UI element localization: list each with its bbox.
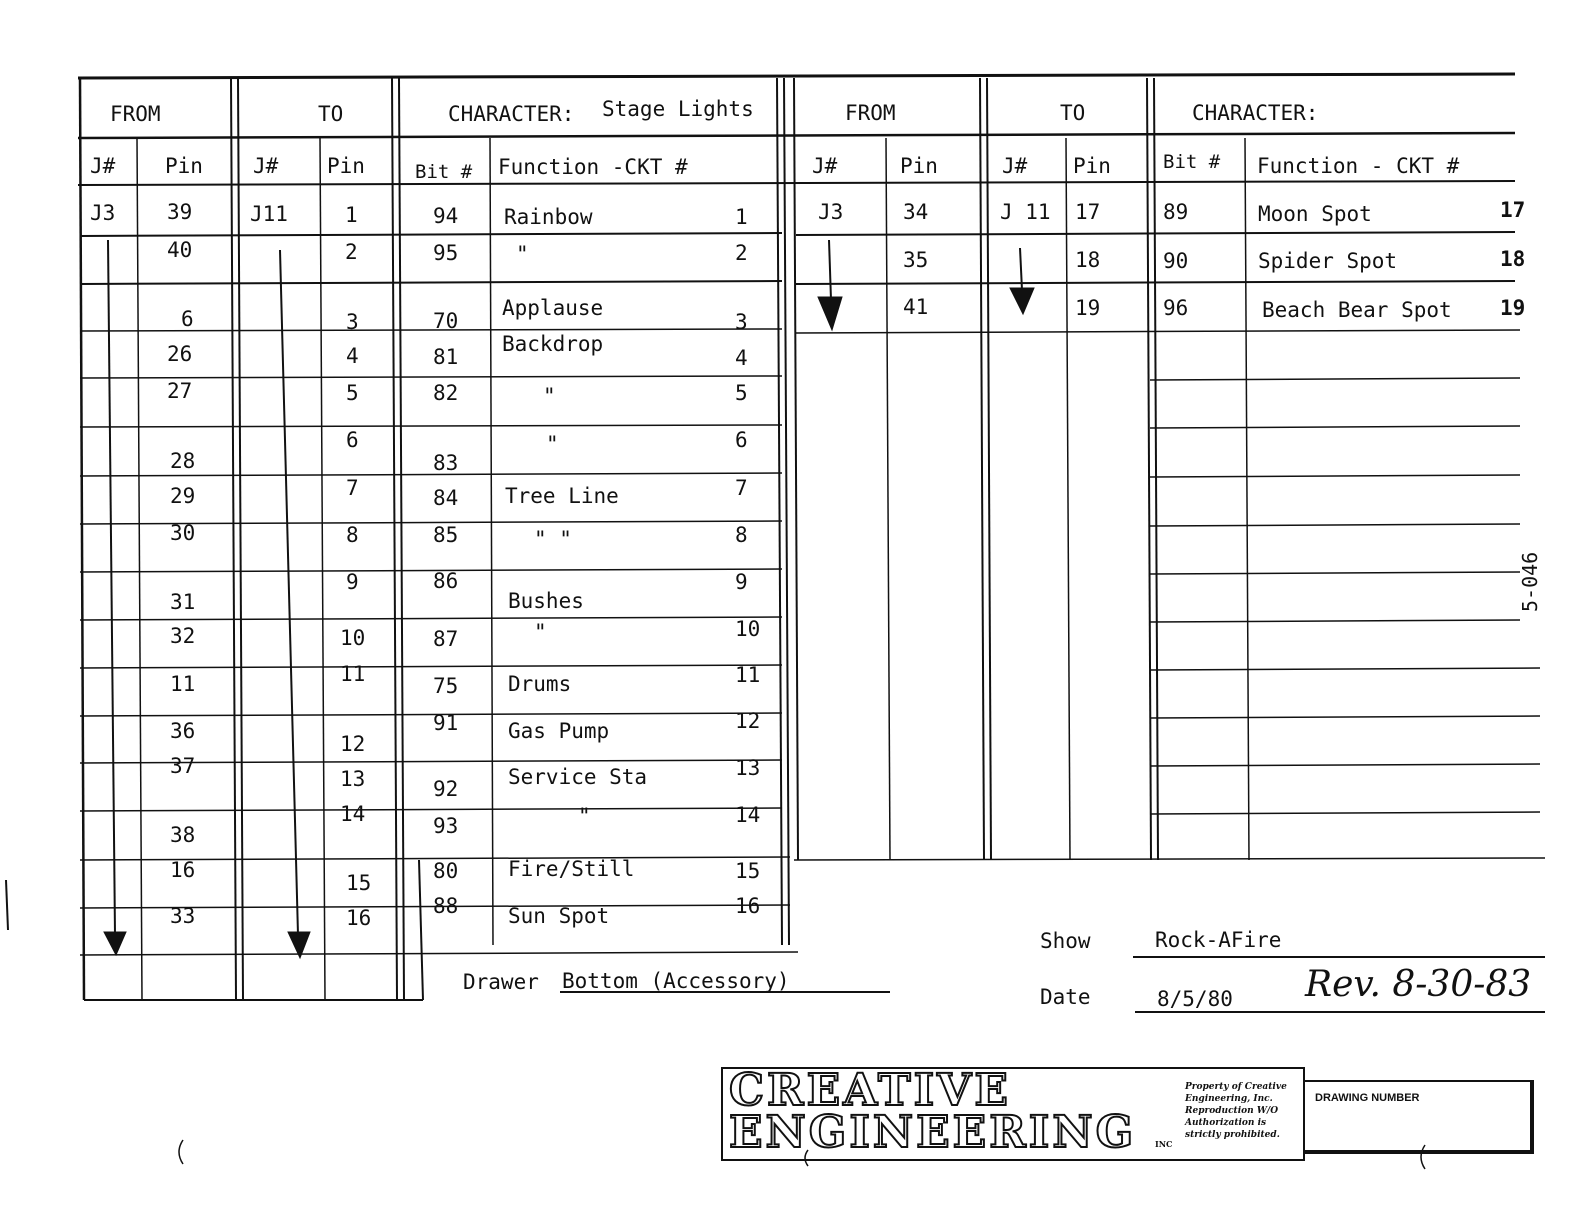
creative-engineering-logo bbox=[721, 1067, 1305, 1161]
ckt: 5 bbox=[735, 381, 748, 405]
left-from-j-header: J# bbox=[90, 154, 116, 178]
ckt: 14 bbox=[735, 803, 761, 827]
left-to-pin-header: Pin bbox=[327, 154, 365, 178]
function: Gas Pump bbox=[508, 719, 610, 743]
function: " " bbox=[534, 527, 572, 551]
ckt: 9 bbox=[735, 570, 748, 594]
right-function-header: Function - CKT # bbox=[1257, 154, 1460, 178]
revision-note: Rev. 8-30-83 bbox=[1305, 964, 1532, 1005]
ckt: 1 bbox=[735, 205, 748, 229]
left-to-header: TO bbox=[318, 102, 344, 126]
to-pin: 5 bbox=[346, 381, 359, 405]
right-to-j-value: J 11 bbox=[1000, 200, 1051, 224]
function: Tree Line bbox=[505, 484, 619, 508]
bit: 88 bbox=[433, 894, 459, 918]
left-from-pin-header: Pin bbox=[165, 154, 203, 178]
from-pin: 27 bbox=[167, 379, 193, 403]
function: Moon Spot bbox=[1258, 202, 1372, 226]
bit: 93 bbox=[433, 814, 459, 838]
property-notice: Property of Creative Engineering, Inc. Reproduction W/O Authorization is strictly prohibited. bbox=[1185, 1082, 1287, 1140]
ckt: 13 bbox=[735, 756, 761, 780]
to-pin: 13 bbox=[340, 767, 366, 791]
ckt: 19 bbox=[1500, 296, 1526, 320]
bit: 81 bbox=[433, 345, 459, 369]
function: Beach Bear Spot bbox=[1262, 298, 1452, 322]
function: Backdrop bbox=[502, 332, 604, 356]
drawer-value: Bottom (Accessory) bbox=[562, 969, 790, 993]
function: Sun Spot bbox=[508, 904, 610, 928]
ckt: 6 bbox=[735, 428, 748, 452]
show-value: Rock-AFire bbox=[1155, 928, 1282, 952]
logo-inc: INC bbox=[1155, 1139, 1173, 1149]
function: Drums bbox=[508, 672, 572, 696]
right-from-j-value: J3 bbox=[818, 200, 844, 224]
bit: 85 bbox=[433, 523, 459, 547]
to-pin: 10 bbox=[340, 626, 366, 650]
ckt: 10 bbox=[735, 617, 761, 641]
from-pin: 31 bbox=[170, 590, 196, 614]
drawer-label: Drawer bbox=[463, 970, 539, 994]
ckt: 4 bbox=[735, 346, 748, 370]
left-function-header: Function -CKT # bbox=[498, 155, 688, 179]
from-pin: 6 bbox=[181, 307, 194, 331]
to-pin: 4 bbox=[346, 344, 359, 368]
logo-line-2: ENGINEERING bbox=[729, 1107, 1137, 1158]
bit: 75 bbox=[433, 674, 459, 698]
right-from-header: FROM bbox=[845, 101, 896, 125]
function: Bushes bbox=[508, 589, 584, 613]
bit: 82 bbox=[433, 381, 459, 405]
left-from-j-value: J3 bbox=[90, 201, 116, 225]
from-pin: 40 bbox=[167, 238, 193, 262]
right-to-pin-header: Pin bbox=[1073, 154, 1111, 178]
ckt: 12 bbox=[735, 709, 761, 733]
from-pin: 16 bbox=[170, 858, 196, 882]
from-pin: 33 bbox=[170, 904, 196, 928]
ckt: 17 bbox=[1500, 198, 1526, 222]
ckt: 8 bbox=[735, 523, 748, 547]
function: Fire/Still bbox=[508, 857, 635, 881]
to-pin: 12 bbox=[340, 732, 366, 756]
function: Service Sta bbox=[508, 765, 648, 789]
bit: 86 bbox=[433, 569, 459, 593]
bit: 89 bbox=[1163, 200, 1189, 224]
to-pin: 18 bbox=[1075, 248, 1101, 272]
drawing-number-box bbox=[1303, 1080, 1534, 1154]
ckt: 2 bbox=[735, 241, 748, 265]
bit: 87 bbox=[433, 627, 459, 651]
right-character-label: CHARACTER: bbox=[1192, 101, 1319, 125]
bit: 91 bbox=[433, 711, 459, 735]
function: " bbox=[516, 242, 529, 266]
function: " bbox=[546, 432, 559, 456]
show-label: Show bbox=[1040, 929, 1091, 953]
to-pin: 9 bbox=[346, 570, 359, 594]
bit: 94 bbox=[433, 204, 459, 228]
to-pin: 16 bbox=[346, 906, 372, 930]
function: Spider Spot bbox=[1258, 249, 1398, 273]
drawing-number-label: DRAWING NUMBER bbox=[1315, 1092, 1420, 1104]
to-pin: 14 bbox=[340, 802, 366, 826]
from-pin: 38 bbox=[170, 823, 196, 847]
to-pin: 6 bbox=[346, 428, 359, 452]
side-code: 5-046 bbox=[1518, 551, 1542, 612]
date-value: 8/5/80 bbox=[1157, 987, 1233, 1011]
from-pin: 32 bbox=[170, 624, 196, 648]
left-character-value: Stage Lights bbox=[602, 97, 754, 121]
bit: 95 bbox=[433, 241, 459, 265]
bit: 92 bbox=[433, 777, 459, 801]
from-pin: 35 bbox=[903, 248, 929, 272]
from-pin: 37 bbox=[170, 754, 196, 778]
right-to-j-header: J# bbox=[1002, 154, 1028, 178]
right-from-pin-header: Pin bbox=[900, 154, 938, 178]
from-pin: 34 bbox=[903, 200, 929, 224]
ckt: 3 bbox=[735, 310, 748, 334]
left-from-header: FROM bbox=[110, 102, 161, 126]
left-bit-header: Bit # bbox=[415, 161, 473, 183]
ckt: 16 bbox=[735, 894, 761, 918]
ckt: 18 bbox=[1500, 247, 1526, 271]
to-pin: 7 bbox=[346, 476, 359, 500]
to-pin: 15 bbox=[346, 871, 372, 895]
function: Applause bbox=[502, 296, 604, 320]
to-pin: 19 bbox=[1075, 296, 1101, 320]
bit: 83 bbox=[433, 451, 459, 475]
to-pin: 17 bbox=[1075, 200, 1101, 224]
to-pin: 1 bbox=[345, 203, 358, 227]
left-to-j-header: J# bbox=[253, 154, 279, 178]
bit: 90 bbox=[1163, 249, 1189, 273]
function: Rainbow bbox=[504, 205, 593, 229]
from-pin: 39 bbox=[167, 200, 193, 224]
bit: 70 bbox=[433, 309, 459, 333]
right-to-header: TO bbox=[1060, 101, 1086, 125]
to-pin: 2 bbox=[345, 240, 358, 264]
bit: 80 bbox=[433, 859, 459, 883]
bit: 96 bbox=[1163, 296, 1189, 320]
logo-line-1: CREATIVE bbox=[729, 1065, 1011, 1116]
from-pin: 26 bbox=[167, 342, 193, 366]
to-pin: 3 bbox=[346, 310, 359, 334]
date-label: Date bbox=[1040, 985, 1091, 1009]
from-pin: 30 bbox=[170, 521, 196, 545]
to-pin: 11 bbox=[340, 662, 366, 686]
from-pin: 11 bbox=[170, 672, 196, 696]
from-pin: 29 bbox=[170, 484, 196, 508]
function: " bbox=[543, 384, 556, 408]
bit: 84 bbox=[433, 486, 459, 510]
right-bit-header: Bit # bbox=[1163, 151, 1221, 173]
from-pin: 36 bbox=[170, 719, 196, 743]
function: " bbox=[534, 620, 547, 644]
function: " bbox=[578, 804, 591, 828]
from-pin: 28 bbox=[170, 449, 196, 473]
left-to-j-value: J11 bbox=[250, 202, 288, 226]
left-character-label: CHARACTER: bbox=[448, 102, 575, 126]
ckt: 11 bbox=[735, 663, 761, 687]
ckt: 15 bbox=[735, 859, 761, 883]
from-pin: 41 bbox=[903, 295, 929, 319]
ckt: 7 bbox=[735, 476, 748, 500]
right-from-j-header: J# bbox=[812, 154, 838, 178]
to-pin: 8 bbox=[346, 523, 359, 547]
